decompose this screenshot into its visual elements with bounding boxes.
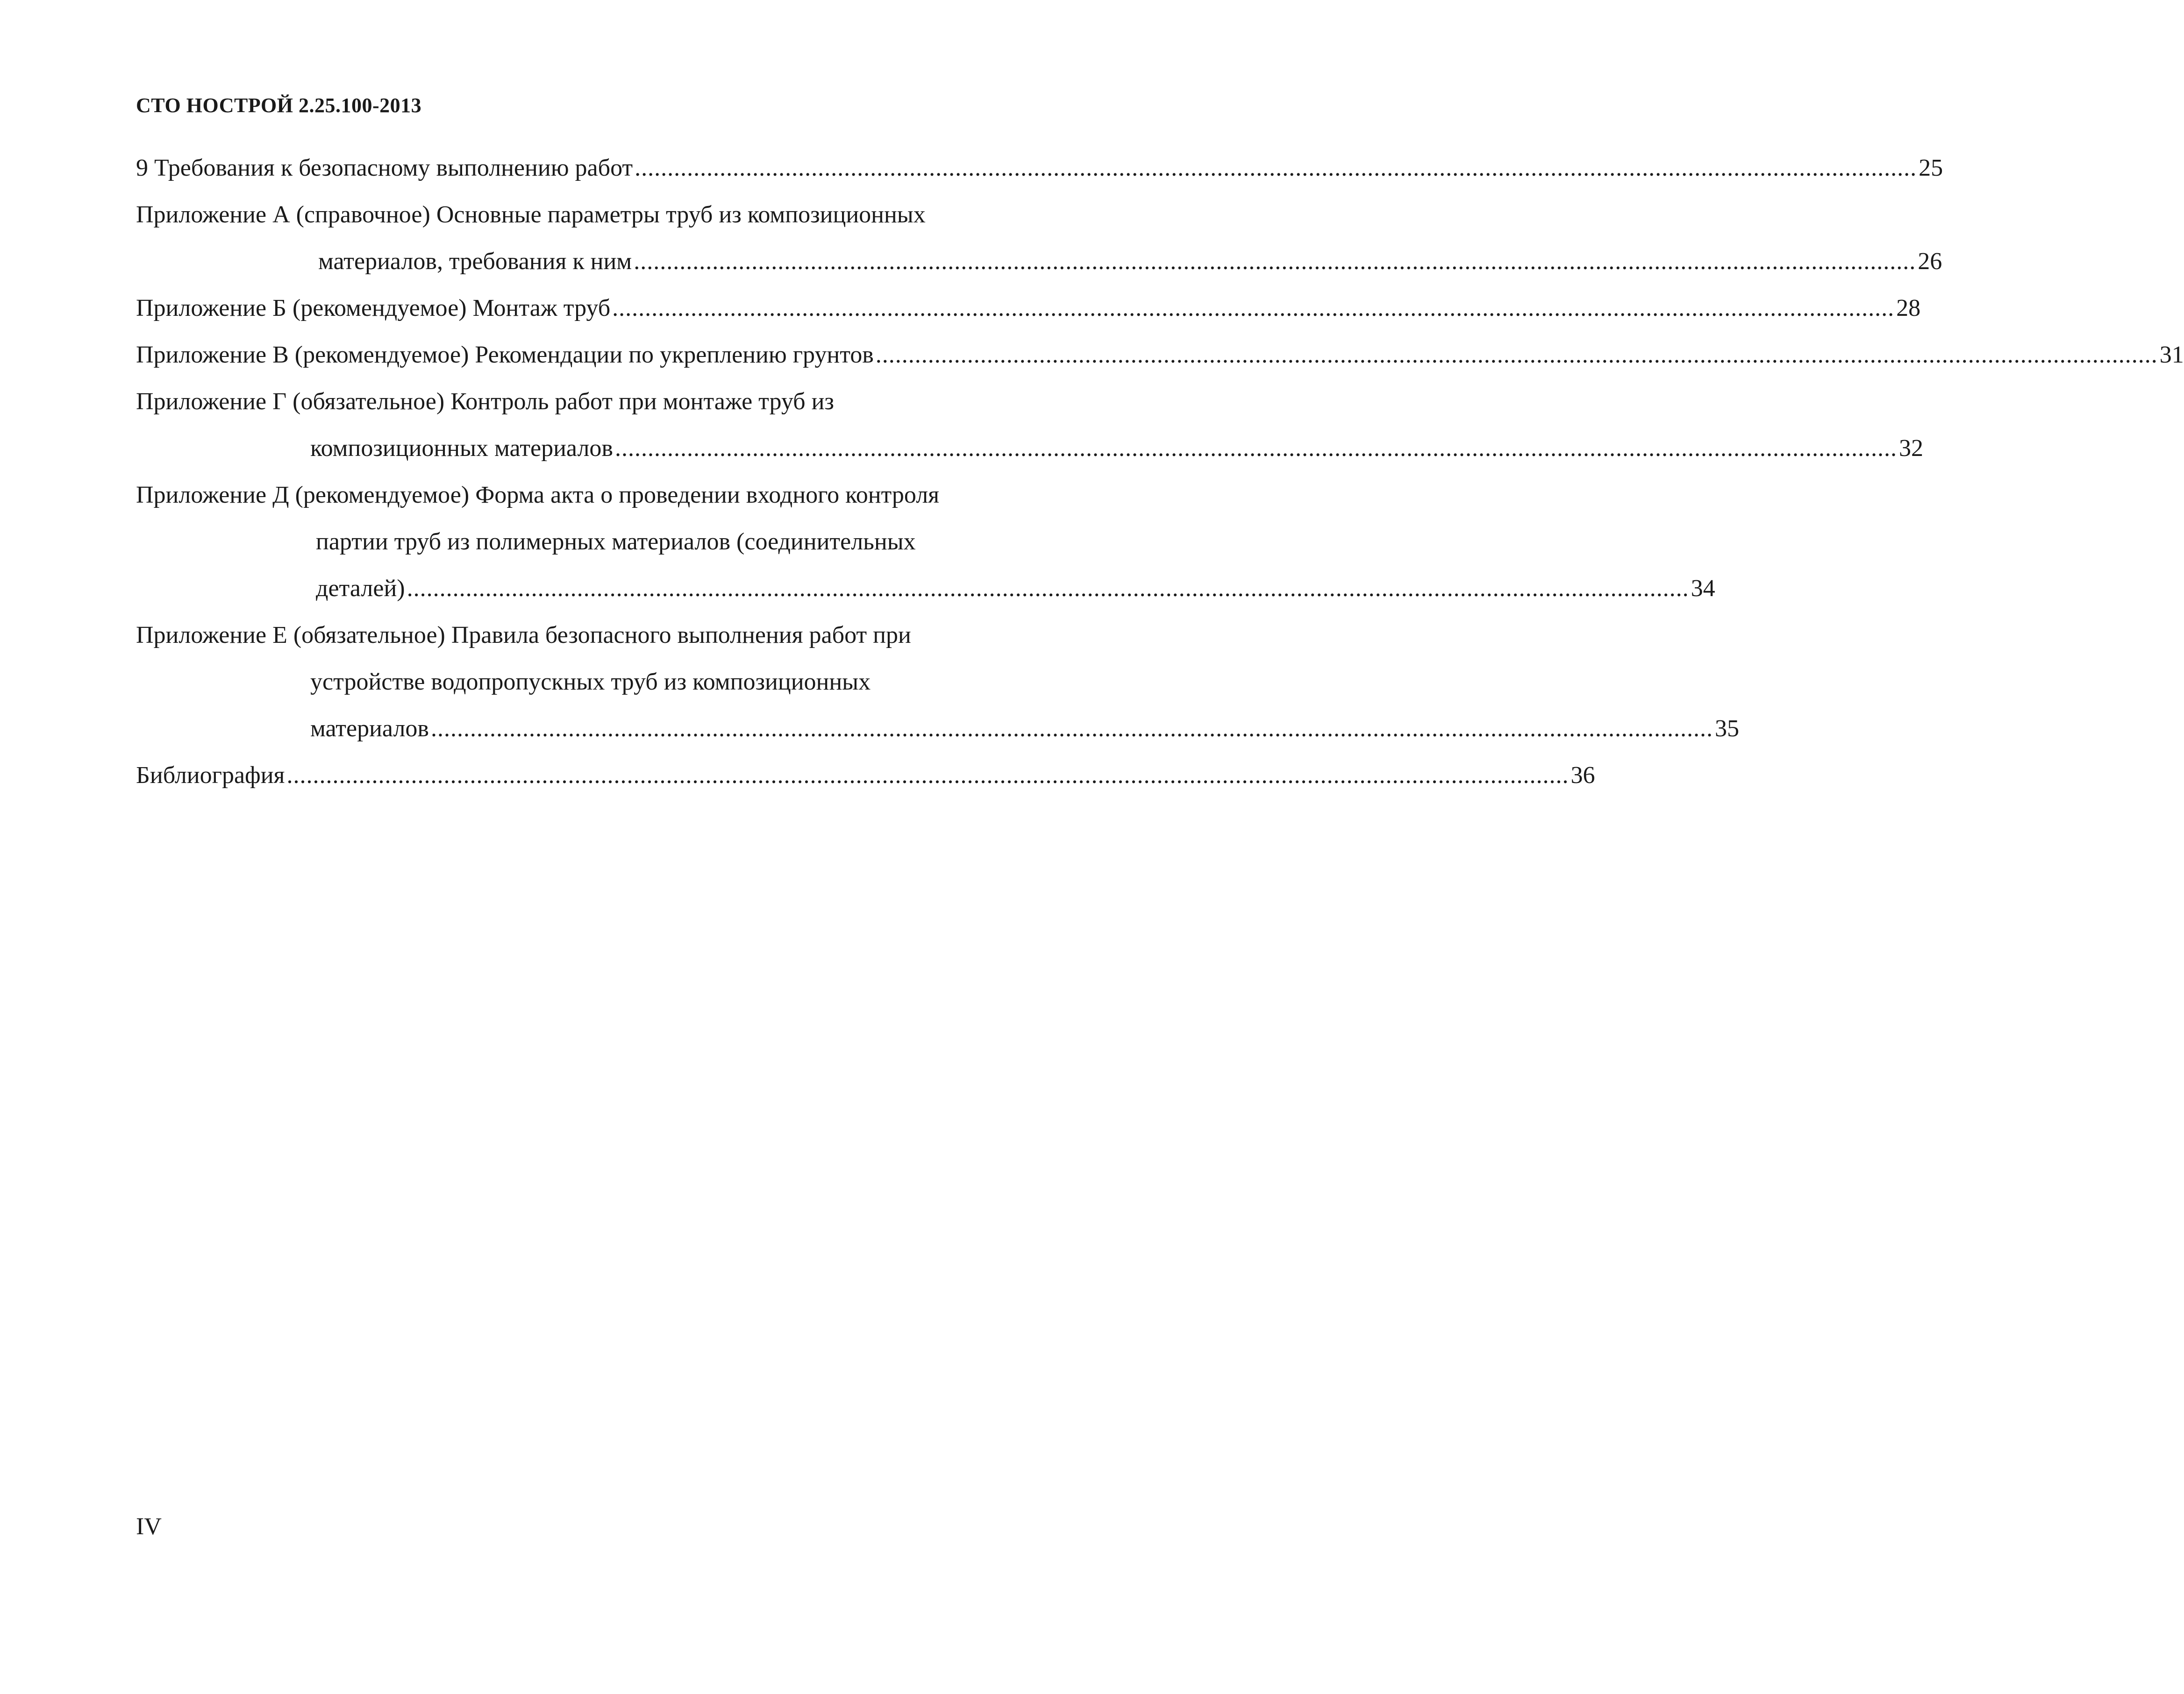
toc-page-number: 28 bbox=[1896, 295, 1921, 321]
toc-entry-appendix-e-line2[interactable] bbox=[136, 668, 1087, 715]
toc-entry-title-continued: устройстве водопропускных труб из композиционных bbox=[310, 669, 871, 695]
toc-entry-appendix-g-line1[interactable] bbox=[136, 388, 1087, 434]
toc-page-number: 34 bbox=[1691, 575, 1715, 602]
toc-entry-title-continued: материалов, требования к ним bbox=[318, 248, 632, 275]
toc-entry-title-continued: деталей) bbox=[316, 575, 405, 602]
toc-entry-appendix-e-line1[interactable] bbox=[136, 621, 1087, 668]
toc-entry-appendix-b[interactable] bbox=[136, 294, 1921, 341]
toc-entry-title-continued: материалов bbox=[310, 715, 429, 742]
toc-page-number: 36 bbox=[1570, 762, 1595, 789]
toc-page-number: 26 bbox=[1918, 248, 1942, 275]
toc-page-number: 32 bbox=[1899, 435, 1923, 462]
toc-entry-title: Приложение В (рекомендуемое) Рекомендации по укреплению грунтов bbox=[136, 342, 874, 368]
toc-entry-section-9[interactable] bbox=[136, 154, 1943, 201]
toc-entry-appendix-d-line2[interactable] bbox=[136, 528, 1087, 575]
toc-leader-dots: .................................................................................................................................................................................................... bbox=[286, 762, 1569, 789]
toc-entry-bibliography[interactable] bbox=[136, 762, 1595, 808]
toc-entry-title: Библиография bbox=[136, 762, 285, 789]
toc-entry-appendix-d-line3[interactable] bbox=[136, 575, 1715, 621]
toc-leader-dots: .................................................................................................................................................................................................... bbox=[614, 435, 1897, 462]
toc-entry-appendix-a-line1[interactable] bbox=[136, 201, 1087, 248]
toc-page-number: 25 bbox=[1919, 155, 1943, 181]
toc-page-number: 35 bbox=[1714, 715, 1739, 742]
toc-entry-title: 9 Требования к безопасному выполнению работ bbox=[136, 155, 633, 181]
toc-entry-title: Приложение А (справочное) Основные параметры труб из композиционных bbox=[136, 201, 926, 228]
table-of-contents bbox=[136, 154, 2184, 808]
page-number: IV bbox=[136, 1513, 162, 1540]
toc-entry-title-continued: композиционных материалов bbox=[310, 435, 613, 462]
toc-entry-title: Приложение Д (рекомендуемое) Форма акта о проведении входного контроля bbox=[136, 482, 940, 508]
toc-entry-title: Приложение Г (обязательное) Контроль работ при монтаже труб из bbox=[136, 388, 834, 415]
toc-entry-appendix-d-line1[interactable] bbox=[136, 481, 1087, 528]
toc-entry-title: Приложение Е (обязательное) Правила безопасного выполнения работ при bbox=[136, 622, 911, 648]
toc-leader-dots: .................................................................................................................................................................................................... bbox=[634, 248, 1916, 275]
toc-entry-appendix-g-line2[interactable] bbox=[136, 434, 1923, 481]
toc-entry-appendix-a-line2[interactable] bbox=[136, 248, 1942, 294]
toc-leader-dots: .................................................................................................................................................................................................... bbox=[430, 715, 1713, 742]
toc-leader-dots: .................................................................................................................................................................................................... bbox=[407, 575, 1689, 602]
toc-entry-title-continued: партии труб из полимерных материалов (соединительных bbox=[316, 528, 916, 555]
toc-leader-dots: .................................................................................................................................................................................................... bbox=[635, 155, 1917, 181]
toc-entry-appendix-e-line3[interactable] bbox=[136, 715, 1739, 762]
toc-page-number: 31 bbox=[2159, 342, 2184, 368]
toc-entry-title: Приложение Б (рекомендуемое) Монтаж труб bbox=[136, 295, 611, 321]
toc-leader-dots: .................................................................................................................................................................................................... bbox=[612, 295, 1895, 321]
toc-entry-appendix-v[interactable] bbox=[136, 341, 2184, 388]
toc-leader-dots: .................................................................................................................................................................................................... bbox=[875, 342, 2158, 368]
document-header: СТО НОСТРОЙ 2.25.100-2013 bbox=[136, 94, 422, 117]
